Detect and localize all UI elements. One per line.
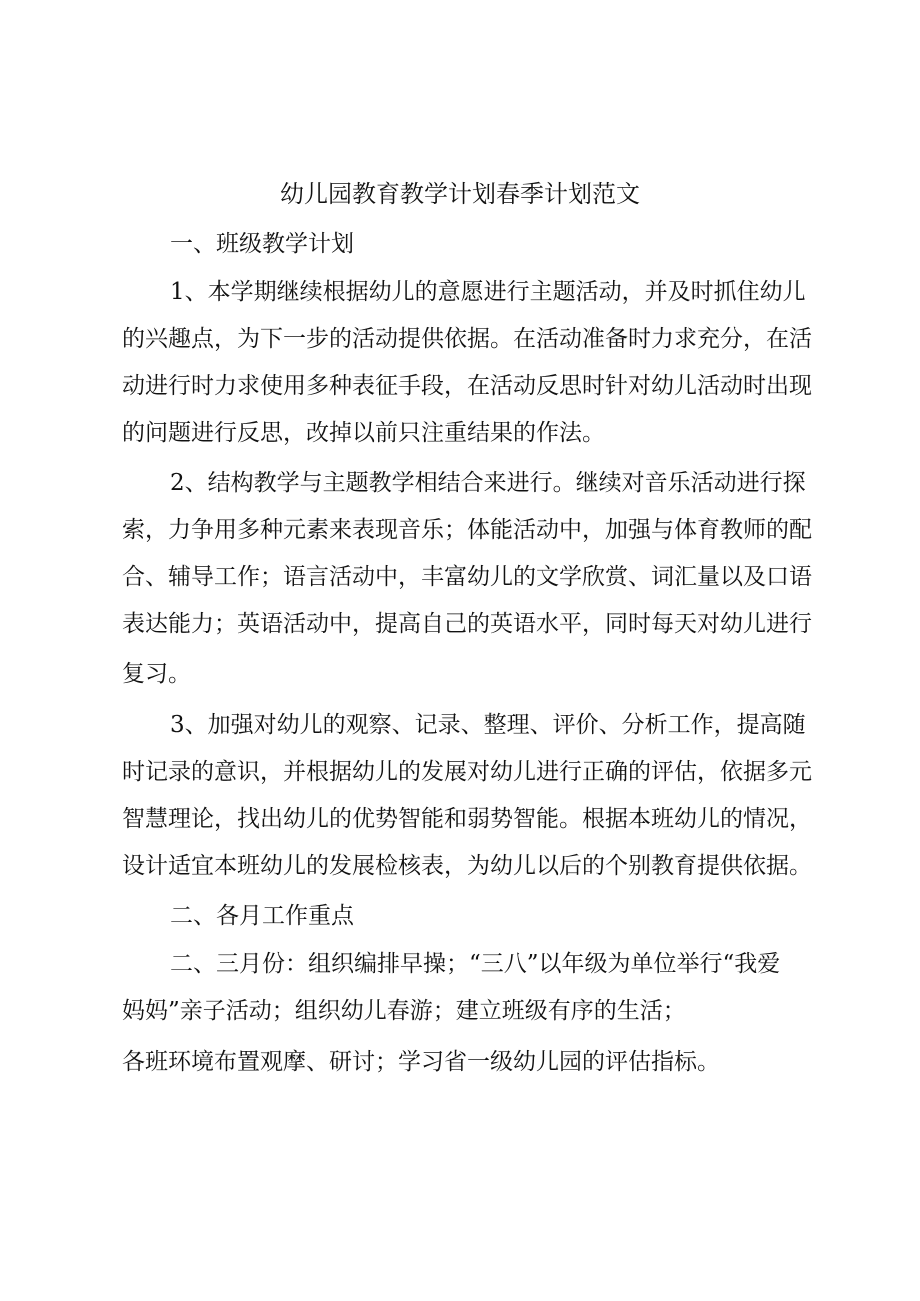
para2-line3: 合、辅导工作；语言活动中，丰富幼儿的文学欣赏、词汇量以及口语 <box>122 564 812 590</box>
para4-line1: 二、三月份：组织编排早操；“三八”以年级为单位举行“我爱 <box>170 951 781 977</box>
section-heading-monthly-focus: 二、各月工作重点 <box>170 903 354 929</box>
para3-line1: 3、加强对幼儿的观察、记录、整理、评价、分析工作，提高随 <box>170 712 806 738</box>
section-heading-class-plan: 一、班级教学计划 <box>170 231 354 257</box>
document-title: 幼儿园教育教学计划春季计划范文 <box>280 180 640 208</box>
para1-line3: 动进行时力求使用多种表征手段，在活动反思时针对幼儿活动时出现 <box>122 373 812 399</box>
para1-line1: 1、本学期继续根据幼儿的意愿进行主题活动，并及时抓住幼儿 <box>170 279 806 305</box>
para4-line3: 各班环境布置观摩、研讨；学习省一级幼儿园的评估指标。 <box>122 1049 720 1075</box>
para3-line4: 设计适宜本班幼儿的发展检核表，为幼儿以后的个别教育提供依据。 <box>122 853 812 879</box>
para3-line2: 时记录的意识，并根据幼儿的发展对幼儿进行正确的评估，依据多元 <box>122 759 812 785</box>
para4-line2: 妈妈”亲子活动；组织幼儿春游；建立班级有序的生活； <box>122 998 686 1024</box>
para3-line3: 智慧理论，找出幼儿的优势智能和弱势智能。根据本班幼儿的情况， <box>122 806 812 832</box>
para2-line2: 索，力争用多种元素来表现音乐；体能活动中，加强与体育教师的配 <box>122 517 812 543</box>
para2-line4: 表达能力；英语活动中，提高自己的英语水平，同时每天对幼儿进行 <box>122 611 812 637</box>
para2-line5: 复习。 <box>122 661 191 687</box>
para1-line4: 的问题进行反思，改掉以前只注重结果的作法。 <box>122 420 605 446</box>
para2-line1: 2、结构教学与主题教学相结合来进行。继续对音乐活动进行探 <box>170 470 806 496</box>
para1-line2: 的兴趣点，为下一步的活动提供依据。在活动准备时力求充分，在活 <box>122 326 812 352</box>
